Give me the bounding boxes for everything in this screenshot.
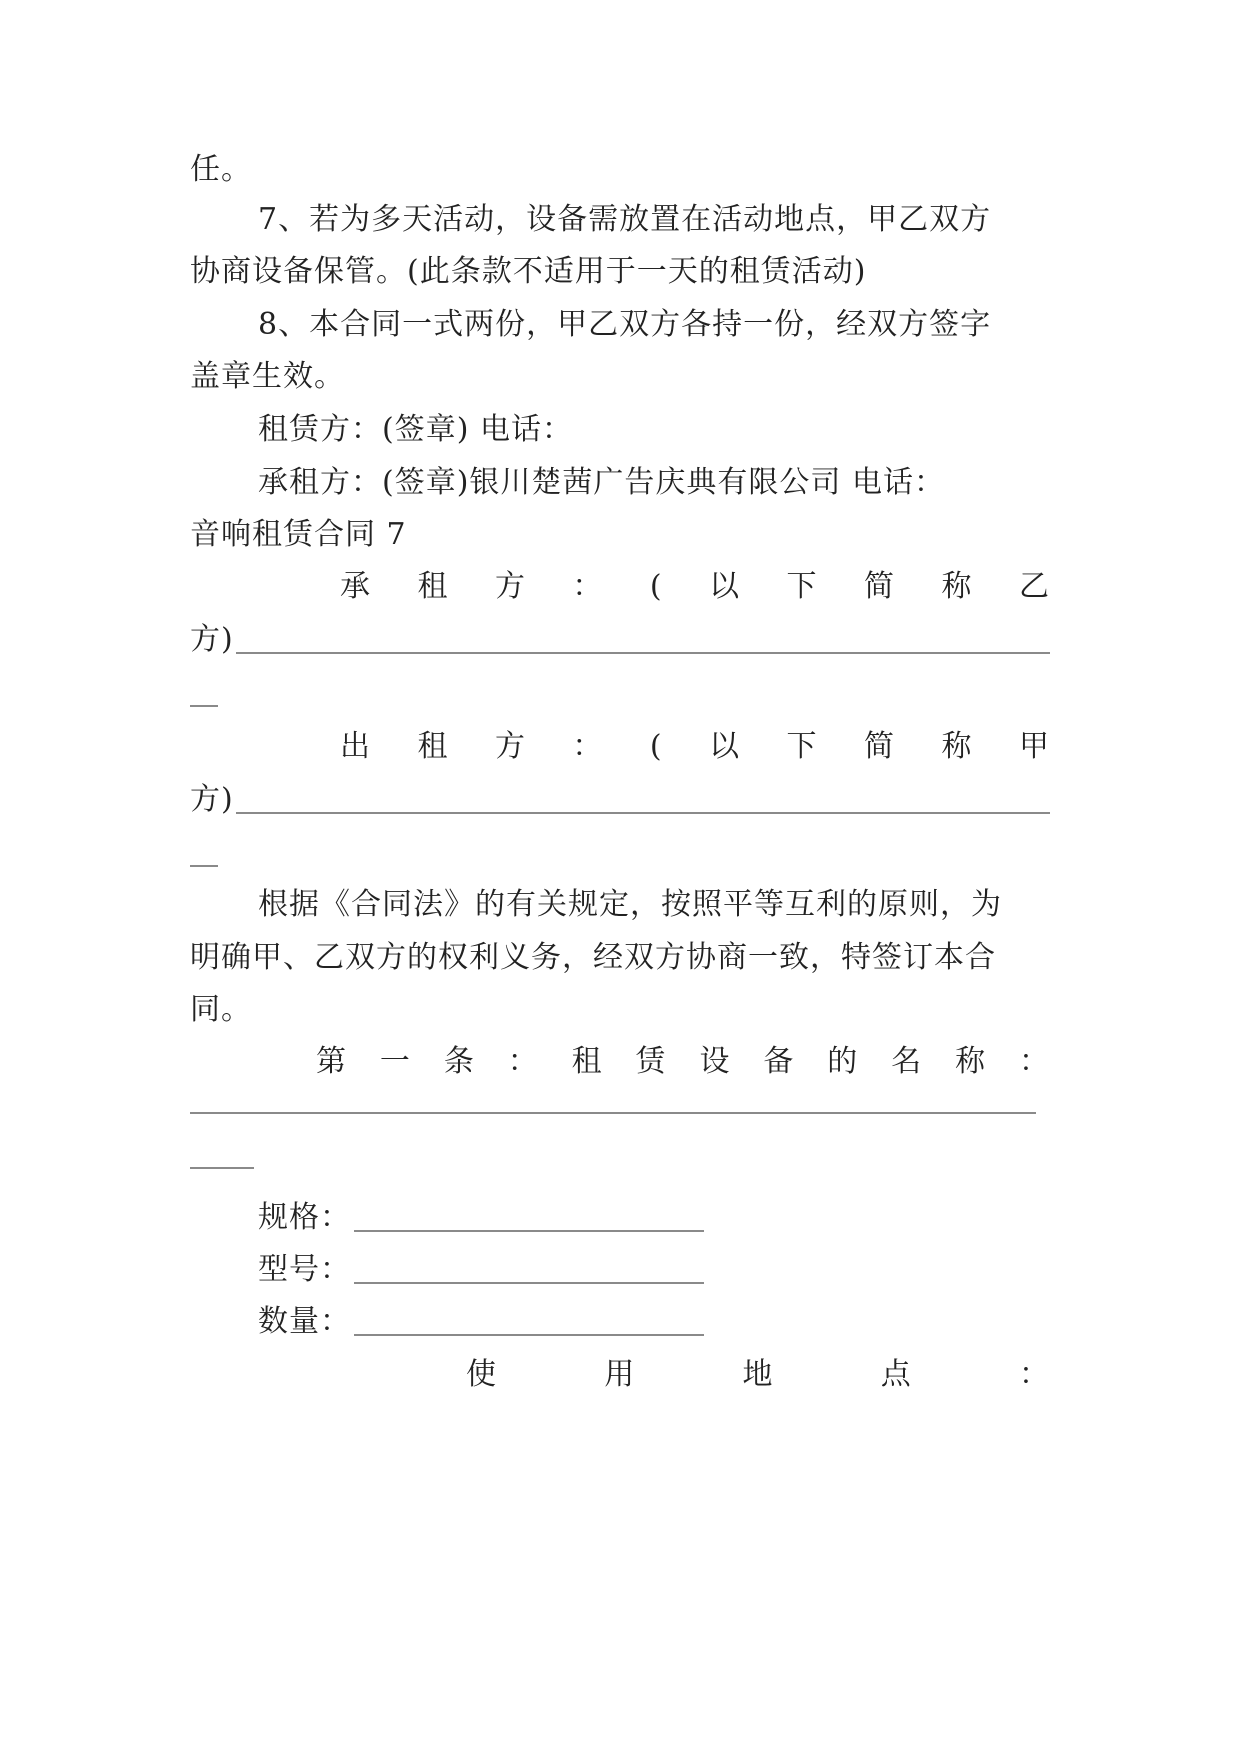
model-blank xyxy=(354,1282,704,1284)
spread-char: 的 xyxy=(827,1044,859,1079)
spread-char: 一 xyxy=(379,1044,411,1079)
spread-char: 甲 xyxy=(1018,729,1050,764)
spread-char: 设 xyxy=(699,1044,731,1079)
spread-char: 方 xyxy=(494,569,526,604)
spread-char: 简 xyxy=(864,729,895,764)
spread-char: ： xyxy=(1019,1357,1050,1392)
spread-char: 使 xyxy=(466,1357,497,1392)
quantity-label: 数量： xyxy=(258,1304,351,1339)
spread-char: 称 xyxy=(941,569,973,604)
spread-char: 乙 xyxy=(1018,569,1050,604)
spread-char: 备 xyxy=(763,1044,795,1079)
lessor-name-blank xyxy=(236,812,1050,814)
lessee-party-suffix: 方) xyxy=(190,622,234,657)
spread-char: ( xyxy=(649,729,663,764)
spread-char: 第 xyxy=(316,1044,347,1079)
spread-char: 下 xyxy=(786,729,818,764)
preamble-line-1: 根据《合同法》的有关规定，按照平等互利的原则，为 xyxy=(258,887,1002,922)
spread-char: ： xyxy=(1018,1044,1050,1079)
spread-char: ： xyxy=(572,729,604,764)
spread-char: ( xyxy=(649,569,663,604)
article-1-line xyxy=(190,1042,1050,1082)
clause-7-line-2: 协商设备保管。(此条款不适用于一天的租赁活动) xyxy=(190,254,867,289)
lessee-name-blank xyxy=(236,652,1050,654)
spread-char: 下 xyxy=(786,569,818,604)
spread-char: ： xyxy=(572,569,604,604)
spec-blank xyxy=(354,1230,704,1232)
lessee-party-line xyxy=(190,567,1050,607)
lessor-signature-line: 租赁方：(签章) 电话： xyxy=(258,412,573,447)
clause-8-line-2: 盖章生效。 xyxy=(190,359,345,394)
clause-8-line-1: 8、本合同一式两份，甲乙双方各持一份，经双方签字 xyxy=(258,307,992,342)
spread-char: 赁 xyxy=(635,1044,667,1079)
spread-char: 称 xyxy=(941,729,973,764)
spread-char: 地 xyxy=(742,1357,774,1392)
spread-char: 名 xyxy=(891,1044,923,1079)
equipment-name-blank-continued xyxy=(190,1167,254,1169)
clause-7-line-1: 7、若为多天活动，设备需放置在活动地点，甲乙双方 xyxy=(258,202,992,237)
spread-char: 称 xyxy=(955,1044,987,1079)
spread-char: ： xyxy=(507,1044,539,1079)
lessee-name-blank-continued xyxy=(190,705,218,707)
spread-char: 用 xyxy=(604,1357,636,1392)
spread-char: 出 xyxy=(340,729,371,764)
spread-char: 承 xyxy=(340,569,371,604)
preamble-line-2: 明确甲、乙双方的权利义务，经双方协商一致，特签订本合 xyxy=(190,940,996,975)
model-label: 型号： xyxy=(258,1252,351,1287)
spread-char: 租 xyxy=(417,569,449,604)
contract-title: 音响租赁合同 7 xyxy=(190,517,407,552)
preamble-line-3: 同。 xyxy=(190,992,252,1027)
lessor-party-suffix: 方) xyxy=(190,782,234,817)
equipment-name-blank xyxy=(190,1112,1036,1114)
text-line-1: 任。 xyxy=(190,152,252,187)
spread-char: 点 xyxy=(880,1357,912,1392)
spread-char: 方 xyxy=(494,729,526,764)
quantity-blank xyxy=(354,1334,704,1336)
spread-char: 以 xyxy=(709,569,741,604)
spread-char: 条 xyxy=(443,1044,475,1079)
lessee-signature-line: 承租方：(签章)银川楚茜广告庆典有限公司 电话： xyxy=(258,465,945,500)
spec-label: 规格： xyxy=(258,1200,351,1235)
spread-char: 租 xyxy=(571,1044,603,1079)
spread-char: 简 xyxy=(864,569,895,604)
lessor-party-line xyxy=(190,727,1050,767)
lessor-name-blank-continued xyxy=(190,865,218,867)
spread-char: 租 xyxy=(417,729,449,764)
spread-char: 以 xyxy=(709,729,741,764)
usage-location-line xyxy=(190,1355,1050,1395)
